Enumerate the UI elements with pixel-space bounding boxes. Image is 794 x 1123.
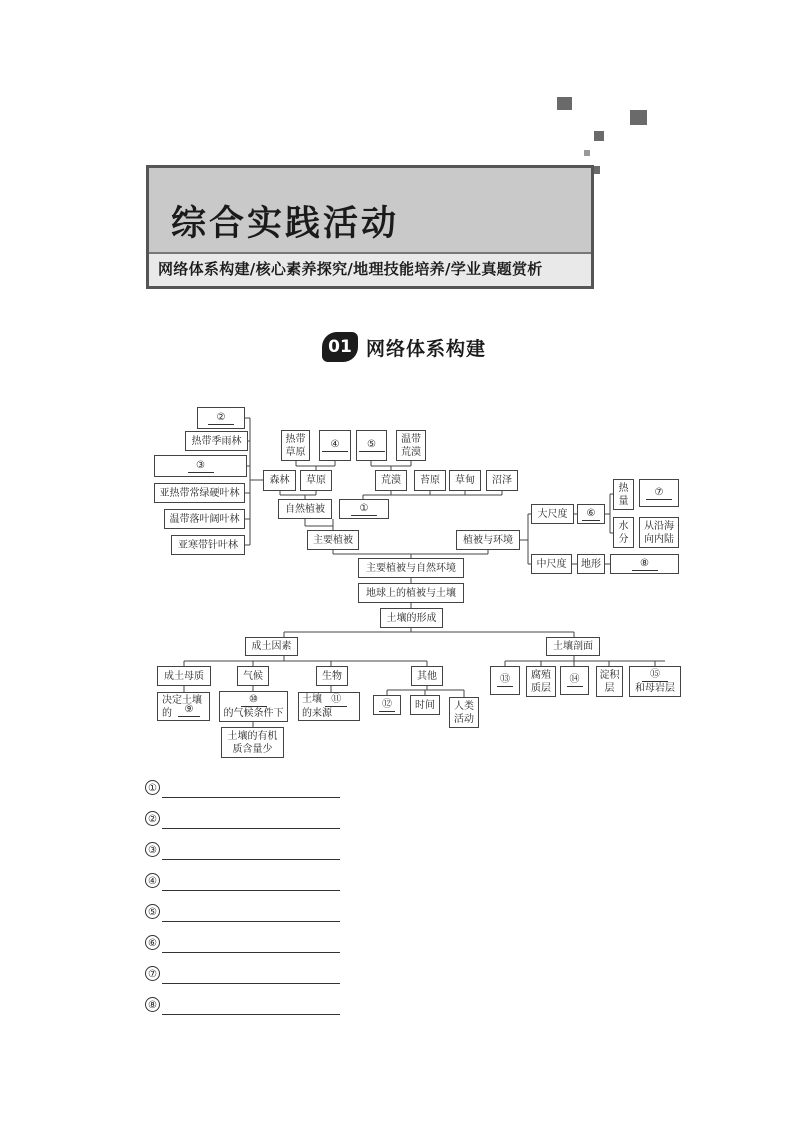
blank-12: ⑫ [379,699,395,712]
coast-inland-box: 从沿海 向内陆 [639,517,679,548]
terrain-box: 地形 [577,554,605,574]
blank-8: ⑧ [632,558,658,571]
veg-soil-box: 地球上的植被与土壤 [358,583,464,603]
human-activity-box: 人类 活动 [449,697,479,728]
blank-13: ⑬ [497,674,513,687]
blank-4: ④ [322,439,348,452]
decide-soil-text: 决定土壤 的 [162,694,202,719]
parent-rock-box [629,666,681,697]
blank-7-box [639,479,679,507]
climate-condition-text: 的气候条件下 [223,707,284,719]
answer-line[interactable] [145,811,340,829]
answer-number: ⑥ [145,935,160,950]
answer-number: ① [145,780,160,795]
blank-14: ⑭ [567,674,583,687]
answer-number: ⑦ [145,966,160,981]
temperate-desert-box: 温带 荒漠 [396,430,426,461]
organic-low-box: 土壤的有机 质含量少 [221,727,284,758]
grassland-box: 草原 [300,470,332,491]
blank-2: ② [208,412,234,425]
page-subtitle: 网络体系构建/核心素养探究/地理技能培养/学业真题赏析 [149,252,591,286]
tundra-box: 苔原 [414,470,446,491]
water-box: 水 分 [613,517,634,548]
parent-rock-text: 和母岩层 [635,682,675,694]
parent-material-box: 成土母质 [157,666,211,686]
meso-scale-box: 中尺度 [531,554,572,574]
others-box: 其他 [411,666,443,686]
illuvial-layer-box: 淀积 层 [596,666,623,697]
vegetation-environment-box: 植被与环境 [456,530,520,550]
deciduous-forest-box: 温带落叶阔叶林 [164,509,245,529]
answer-number: ④ [145,873,160,888]
blank-6-box [577,504,605,524]
blank-11: ⑪ [325,694,347,707]
forest-box: 森林 [263,470,296,491]
blank-7: ⑦ [646,487,672,500]
swamp-box: 沼泽 [486,470,518,491]
natural-vegetation-box: 自然植被 [278,499,332,519]
meadow-box: 草甸 [449,470,481,491]
blank-5-box [356,430,387,461]
answer-number: ② [145,811,160,826]
main-vegetation-box: 主要植被 [307,530,359,550]
blank-1: ① [351,503,377,516]
blank-6: ⑥ [582,508,600,521]
main-veg-env-box: 主要植被与自然环境 [358,558,464,578]
blank-1-box [339,499,389,519]
evergreen-forest-box: 亚热带常绿硬叶林 [154,483,245,503]
section-number: 01 [322,332,358,362]
climate-box: 气候 [237,666,269,686]
tropical-grassland-box: 热带 草原 [281,430,310,461]
answer-line[interactable] [145,842,340,860]
time-box: 时间 [410,695,440,715]
blank-3-box [154,455,247,477]
blank-15: ⑮ [642,669,668,682]
answer-line[interactable] [145,997,340,1015]
blank-8-box [610,554,679,574]
answer-number: ⑧ [145,997,160,1012]
blank-12-box [373,695,401,715]
coniferous-forest-box: 亚寒带针叶林 [171,535,245,555]
blank-9: ⑨ [178,704,200,717]
heat-box: 热 量 [613,479,634,510]
soil-formation-box: 土壤的形成 [380,608,443,628]
blank-3: ③ [188,460,214,473]
blank-5: ⑤ [359,439,385,452]
decide-soil-box [157,692,210,721]
desert-box: 荒漠 [375,470,407,491]
answer-number: ⑤ [145,904,160,919]
blank-10: ⑩ [241,694,267,707]
section-title: 网络体系构建 [366,337,487,360]
blank-2-box [197,407,245,429]
soil-source-text: 的来源 [302,708,332,719]
blank-13-box [490,666,520,695]
answer-line[interactable] [145,873,340,891]
soil-profile-box: 土壤剖面 [546,637,600,656]
biology-box: 生物 [316,666,348,686]
climate-condition-box [219,691,288,722]
answer-line[interactable] [145,780,340,798]
answer-number: ③ [145,842,160,857]
blank-4-box [319,430,351,461]
soil-source-box [298,692,360,721]
answer-line[interactable] [145,904,340,922]
soil-factors-box: 成土因素 [245,637,298,656]
answer-line[interactable] [145,935,340,953]
blank-14-box [560,666,589,695]
tropical-rainforest-box: 热带季雨林 [185,431,248,451]
answer-line[interactable] [145,966,340,984]
humus-layer-box: 腐殖 质层 [526,666,556,697]
soil-source-line1: 土壤 ⑪ [302,693,347,707]
page-title: 综合实践活动 [171,204,400,244]
large-scale-box: 大尺度 [531,504,574,524]
